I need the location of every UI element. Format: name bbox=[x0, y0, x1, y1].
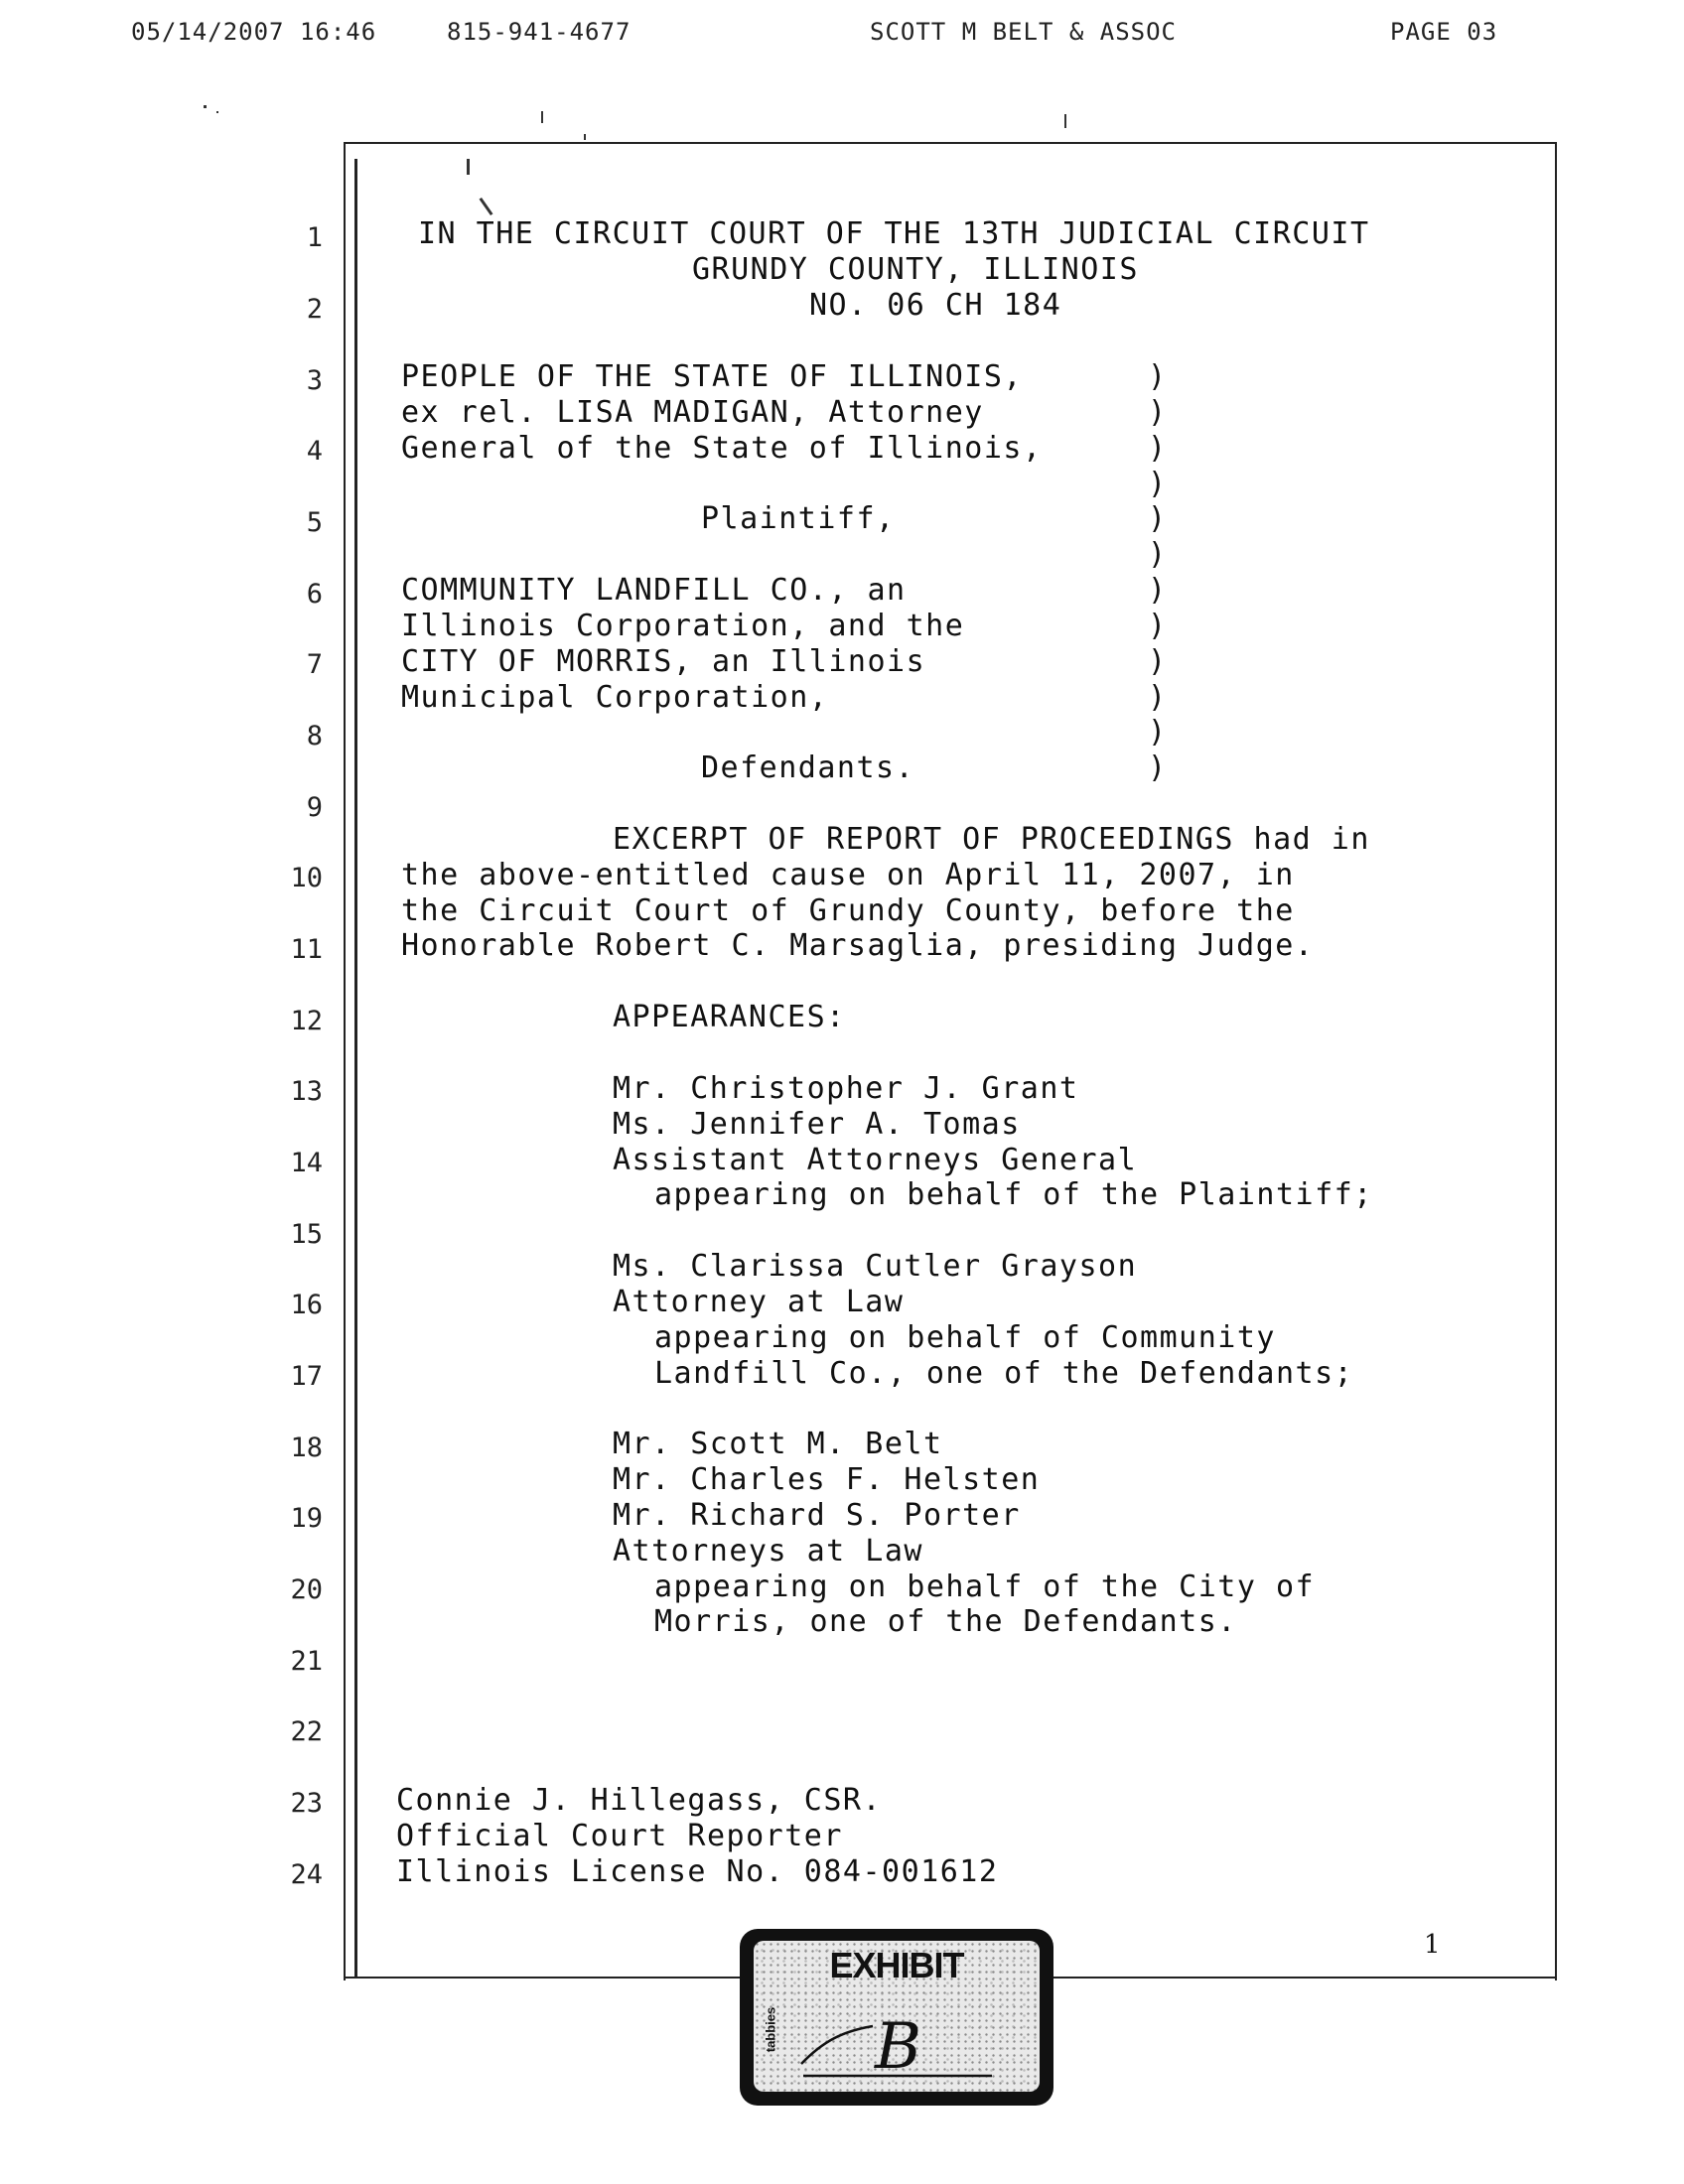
reporter-line: Connie J. Hillegass, CSR. bbox=[396, 1783, 883, 1818]
plaintiff-line: PEOPLE OF THE STATE OF ILLINOIS, bbox=[401, 359, 1023, 394]
appearance-name: Ms. Jennifer A. Tomas bbox=[613, 1107, 1021, 1142]
fax-sender: SCOTT M BELT & ASSOC bbox=[870, 18, 1177, 46]
line-number: 13 bbox=[290, 1076, 323, 1107]
appearance-name: Mr. Christopher J. Grant bbox=[613, 1071, 1079, 1106]
plaintiff-line: ex rel. LISA MADIGAN, Attorney bbox=[401, 395, 984, 430]
line-number-margin-rule bbox=[354, 159, 357, 1978]
line-number: 7 bbox=[306, 649, 323, 680]
caption-paren: ) bbox=[1148, 751, 1167, 785]
scan-speck bbox=[541, 111, 543, 123]
caption-paren: ) bbox=[1148, 501, 1167, 536]
exhibit-label: EXHIBIT bbox=[829, 1945, 964, 1985]
line-number: 8 bbox=[306, 721, 323, 751]
line-number: 22 bbox=[290, 1716, 323, 1747]
scan-speck bbox=[584, 134, 586, 140]
exhibit-brand: tabbies bbox=[763, 2006, 778, 2053]
court-name: IN THE CIRCUIT COURT OF THE 13TH JUDICIAL CIRCUIT bbox=[418, 216, 1370, 251]
caption-paren: ) bbox=[1148, 395, 1167, 430]
exhibit-sticker bbox=[740, 1929, 1053, 2106]
line-number: 19 bbox=[290, 1503, 323, 1534]
defendant-line: Illinois Corporation, and the bbox=[401, 609, 965, 643]
line-number: 9 bbox=[306, 792, 323, 823]
county-name: GRUNDY COUNTY, ILLINOIS bbox=[692, 252, 1139, 287]
reporter-line: Illinois License No. 084-001612 bbox=[396, 1854, 999, 1889]
caption-paren: ) bbox=[1148, 644, 1167, 679]
reporter-line: Official Court Reporter bbox=[396, 1819, 843, 1853]
appearance-role: appearing on behalf of the Plaintiff; bbox=[654, 1177, 1373, 1212]
line-number: 18 bbox=[290, 1433, 323, 1463]
exhibit-handwritten-letter bbox=[783, 1986, 1022, 2086]
appearance-name: Ms. Clarissa Cutler Grayson bbox=[613, 1249, 1138, 1284]
caption-paren: ) bbox=[1148, 715, 1167, 750]
caption-paren: ) bbox=[1148, 467, 1167, 501]
transcript-page-number: 1 bbox=[1424, 1930, 1441, 1960]
line-number: 23 bbox=[290, 1788, 323, 1819]
line-number: 3 bbox=[306, 365, 323, 396]
appearance-role: Morris, one of the Defendants. bbox=[654, 1604, 1237, 1639]
caption-paren: ) bbox=[1148, 431, 1167, 466]
proceedings-line: the Circuit Court of Grundy County, before the bbox=[401, 893, 1295, 928]
proceedings-line: Honorable Robert C. Marsaglia, presiding Judge. bbox=[401, 928, 1315, 963]
fax-phone-number: 815-941-4677 bbox=[447, 18, 632, 46]
defendant-line: CITY OF MORRIS, an Illinois bbox=[401, 644, 926, 679]
line-number: 1 bbox=[306, 222, 323, 253]
line-number: 24 bbox=[290, 1859, 323, 1890]
proceedings-line: the above-entitled cause on April 11, 2007, in bbox=[401, 858, 1295, 892]
appearance-role: Landfill Co., one of the Defendants; bbox=[654, 1356, 1354, 1391]
plaintiff-role: Plaintiff, bbox=[701, 501, 896, 536]
plaintiff-line: General of the State of Illinois, bbox=[401, 431, 1043, 466]
scan-speck bbox=[1064, 114, 1066, 128]
caption-paren: ) bbox=[1148, 680, 1167, 715]
line-number: 15 bbox=[290, 1219, 323, 1250]
line-number: 14 bbox=[290, 1148, 323, 1178]
appearance-name: Mr. Richard S. Porter bbox=[613, 1498, 1021, 1533]
exhibit-sticker-face bbox=[754, 1941, 1040, 2092]
proceedings-line: EXCERPT OF REPORT OF PROCEEDINGS had in bbox=[613, 822, 1370, 857]
appearance-name: Attorneys at Law bbox=[613, 1534, 923, 1569]
line-number: 20 bbox=[290, 1574, 323, 1605]
line-number: 12 bbox=[290, 1006, 323, 1036]
exhibit-letter: B bbox=[875, 2010, 922, 2084]
defendant-role: Defendants. bbox=[701, 751, 915, 785]
fax-page-indicator: PAGE 03 bbox=[1390, 18, 1498, 46]
fax-datetime: 05/14/2007 16:46 bbox=[131, 18, 377, 46]
caption-paren: ) bbox=[1148, 359, 1167, 394]
line-number: 11 bbox=[290, 934, 323, 965]
scan-speck bbox=[204, 105, 207, 108]
appearance-role: appearing on behalf of the City of bbox=[654, 1570, 1316, 1604]
appearance-name: Mr. Scott M. Belt bbox=[613, 1427, 943, 1461]
appearance-name: Mr. Charles F. Helsten bbox=[613, 1462, 1041, 1497]
line-number: 16 bbox=[290, 1290, 323, 1320]
defendant-line: Municipal Corporation, bbox=[401, 680, 829, 715]
appearance-name: Assistant Attorneys General bbox=[613, 1143, 1138, 1177]
caption-paren: ) bbox=[1148, 573, 1167, 608]
defendant-line: COMMUNITY LANDFILL CO., an bbox=[401, 573, 907, 608]
line-number: 17 bbox=[290, 1361, 323, 1392]
appearance-name: Attorney at Law bbox=[613, 1285, 905, 1319]
scan-speck bbox=[216, 111, 218, 113]
case-number: NO. 06 CH 184 bbox=[809, 288, 1062, 323]
appearances-heading: APPEARANCES: bbox=[613, 1000, 846, 1034]
line-number: 4 bbox=[306, 436, 323, 467]
caption-paren: ) bbox=[1148, 537, 1167, 572]
line-number: 5 bbox=[306, 507, 323, 538]
line-number: 2 bbox=[306, 294, 323, 325]
line-number: 6 bbox=[306, 579, 323, 610]
appearance-role: appearing on behalf of Community bbox=[654, 1320, 1276, 1355]
caption-paren: ) bbox=[1148, 609, 1167, 643]
line-number: 10 bbox=[290, 863, 323, 893]
line-number: 21 bbox=[290, 1646, 323, 1677]
